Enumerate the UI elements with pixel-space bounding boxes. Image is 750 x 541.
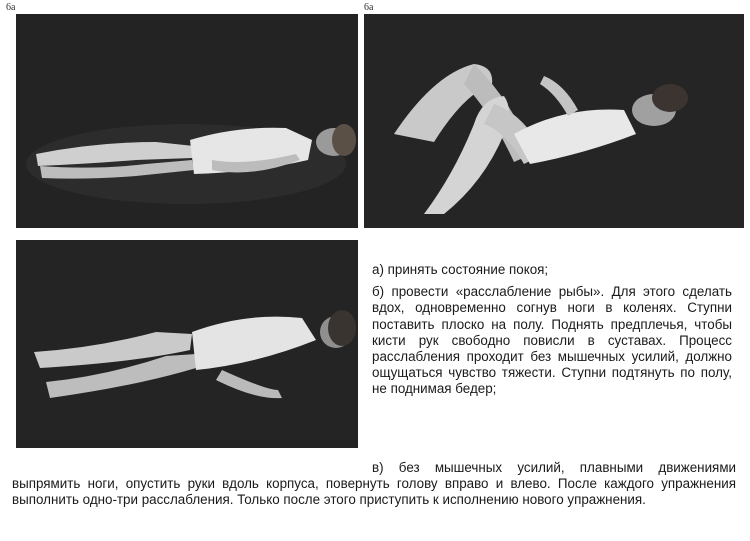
photo-lying-flat [16, 14, 358, 228]
item-b: б) провести «расслабление рыбы». Для этого сделать вдох, одновременно согнув ноги в коленях. Ступни поставить плоско на полу. Поднять предплечья, чтобы кисти рук свободно повисли в суставах. Процесс расслабления проходит без мышечных усилий, должно ощущаться чувство тяжести. Ступни подтянуть по полу, не поднимая бедер; [372, 284, 732, 397]
photo-knees-bent-drawing [364, 14, 744, 228]
photo-lying-relaxed-drawing [16, 240, 358, 448]
photo-knees-bent [364, 14, 744, 228]
photo-lying-flat-drawing [16, 14, 358, 228]
item-a: а) принять состояние покоя; [372, 262, 549, 277]
figure-caption-1: 6а [6, 2, 16, 13]
item-v: в) без мышечных усилий, плавными движениями выпрямить ноги, опустить руки вдоль корпуса, повернуть голову вправо и влево. После каждого упражнения выполнить одно-три расслабления. Только после этого приступить к исполнению нового упражнения. [12, 460, 736, 508]
instruction-text-column [372, 262, 732, 398]
photo-lying-relaxed [16, 240, 358, 448]
figure-caption-2: 6а [364, 2, 374, 13]
